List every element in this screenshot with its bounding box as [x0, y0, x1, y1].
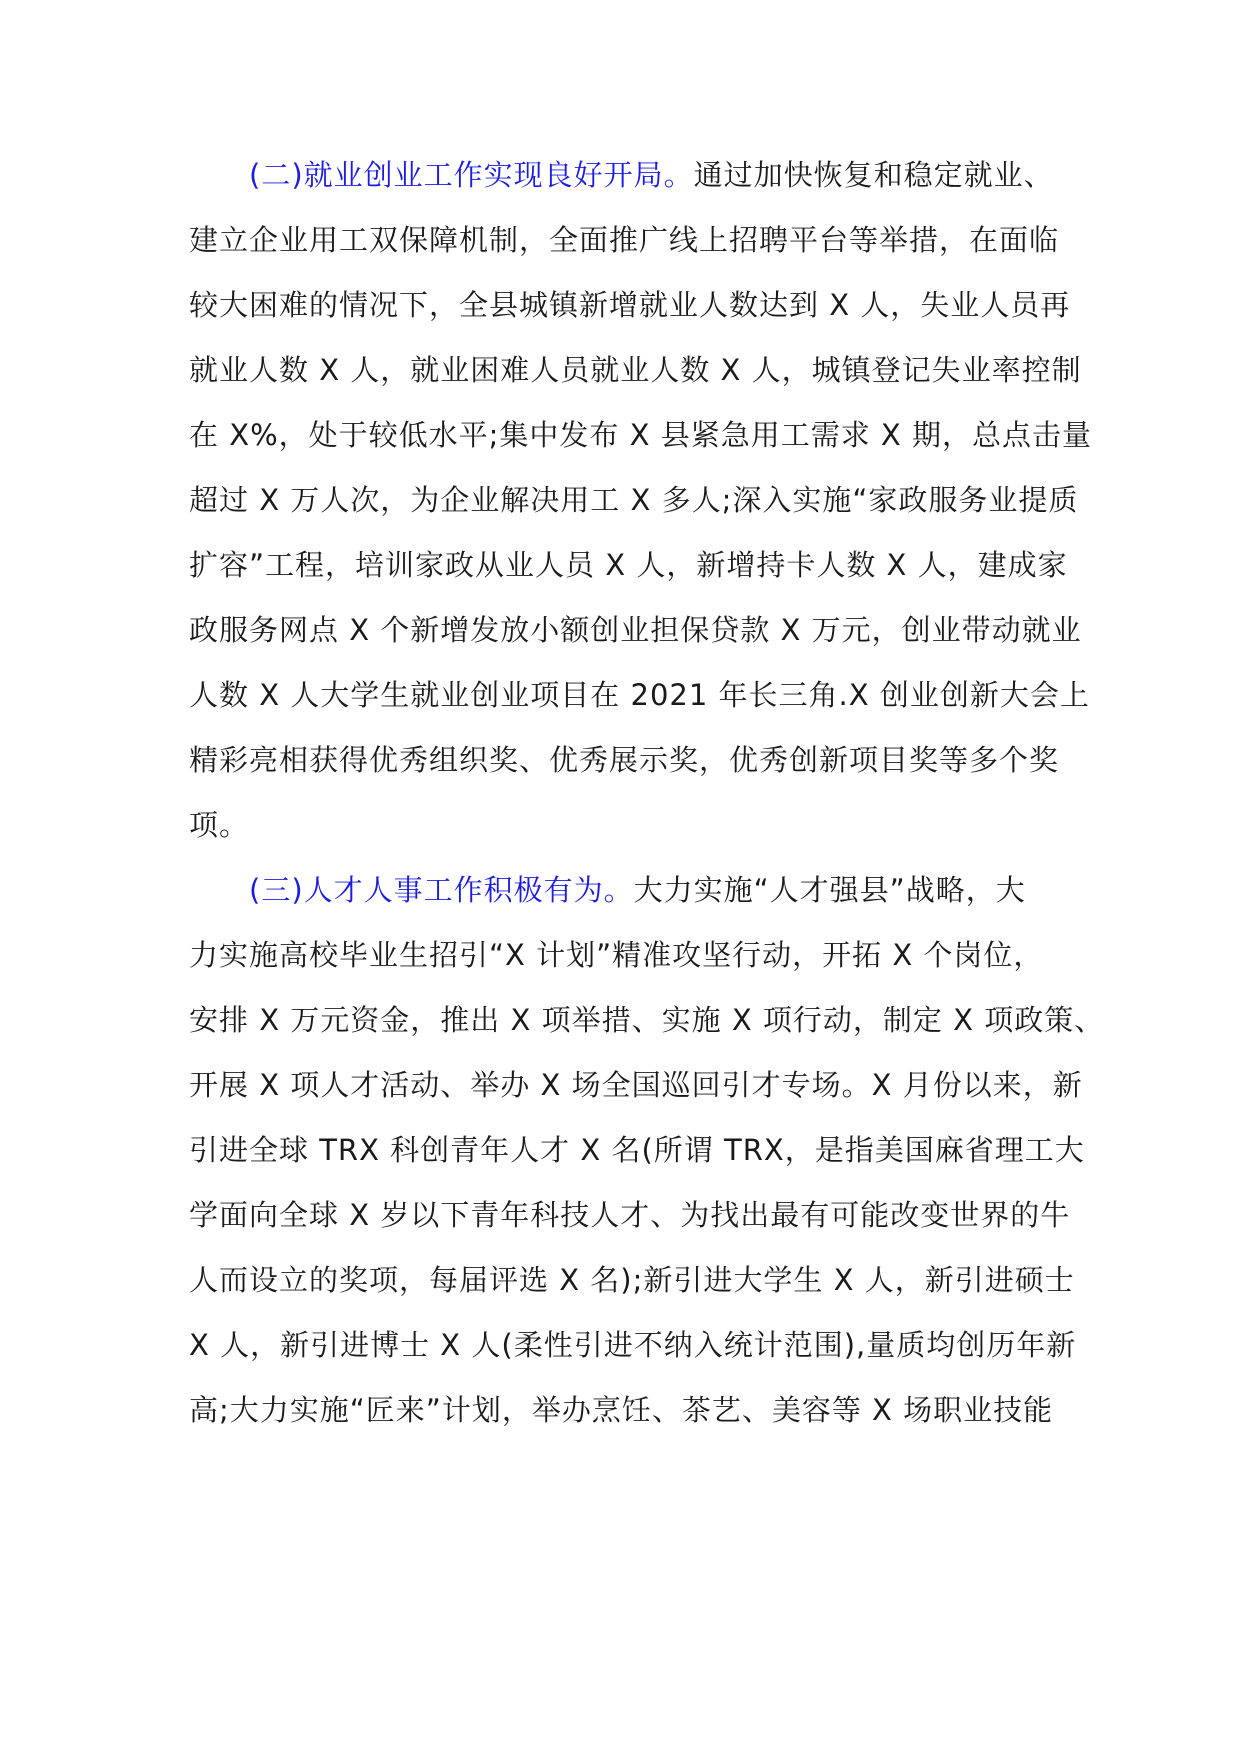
paragraph-line: 安排 X 万元资金，推出 X 项举措、实施 X 项行动，制定 X 项政策、 — [189, 1003, 1105, 1037]
paragraph-line: 超过 X 万人次，为企业解决用工 X 多人;深入实施“家政服务业提质 — [189, 483, 1079, 517]
paragraph-line: 高;大力实施“匠来”计划，举办烹饪、茶艺、美容等 X 场职业技能 — [189, 1393, 1054, 1427]
paragraph-line: 较大困难的情况下，全县城镇新增就业人数达到 X 人，失业人员再 — [189, 288, 1071, 322]
paragraph-line: X 人，新引进博士 X 人(柔性引进不纳入统计范围),量质均创历年新 — [189, 1328, 1077, 1362]
paragraph-text: 通过加快恢复和稳定就业、 — [693, 158, 1054, 192]
paragraph-line: 人而设立的奖项，每届评选 X 名);新引进大学生 X 人，新引进硕士 — [189, 1263, 1075, 1297]
section-heading: (二)就业创业工作实现良好开局。 — [249, 158, 694, 192]
section-employment — [189, 143, 1093, 858]
paragraph-line: 开展 X 项人才活动、举办 X 场全国巡回引才专场。X 月份以来，新 — [189, 1068, 1083, 1102]
paragraph-first-line — [189, 143, 1069, 208]
paragraph-line: 政服务网点 X 个新增发放小额创业担保贷款 X 万元，创业带动就业 — [189, 613, 1082, 647]
paragraph-line: 建立企业用工双保障机制，全面推广线上招聘平台等举措，在面临 — [189, 223, 1060, 257]
paragraph-text: 大力实施“人才强县”战略，大 — [633, 873, 1026, 907]
paragraph-line: 在 X%，处于较低水平;集中发布 X 县紧急用工需求 X 期，总点击量 — [189, 418, 1093, 452]
paragraph-line: 就业人数 X 人，就业困难人员就业人数 X 人，城镇登记失业率控制 — [189, 353, 1082, 387]
paragraph-line: 精彩亮相获得优秀组织奖、优秀展示奖，优秀创新项目奖等多个奖 — [189, 743, 1060, 777]
paragraph-first-line — [189, 858, 1069, 923]
paragraph-line: 人数 X 人大学生就业创业项目在 2021 年长三角.X 创业创新大会上 — [189, 678, 1090, 712]
paragraph-line: 力实施高校毕业生招引“X 计划”精准攻坚行动，开拓 X 个岗位， — [189, 938, 1044, 972]
paragraph-line: 扩容”工程，培训家政从业人员 X 人，新增持卡人数 X 人，建成家 — [189, 548, 1068, 582]
section-talent — [189, 858, 1105, 1443]
section-heading: (三)人才人事工作积极有为。 — [249, 873, 634, 907]
paragraph-line: 引进全球 TRX 科创青年人才 X 名(所谓 TRX，是指美国麻省理工大 — [189, 1133, 1085, 1167]
paragraph-line: 学面向全球 X 岁以下青年科技人才、为找出最有可能改变世界的牛 — [189, 1198, 1071, 1232]
paragraph-line: 项。 — [189, 808, 250, 842]
